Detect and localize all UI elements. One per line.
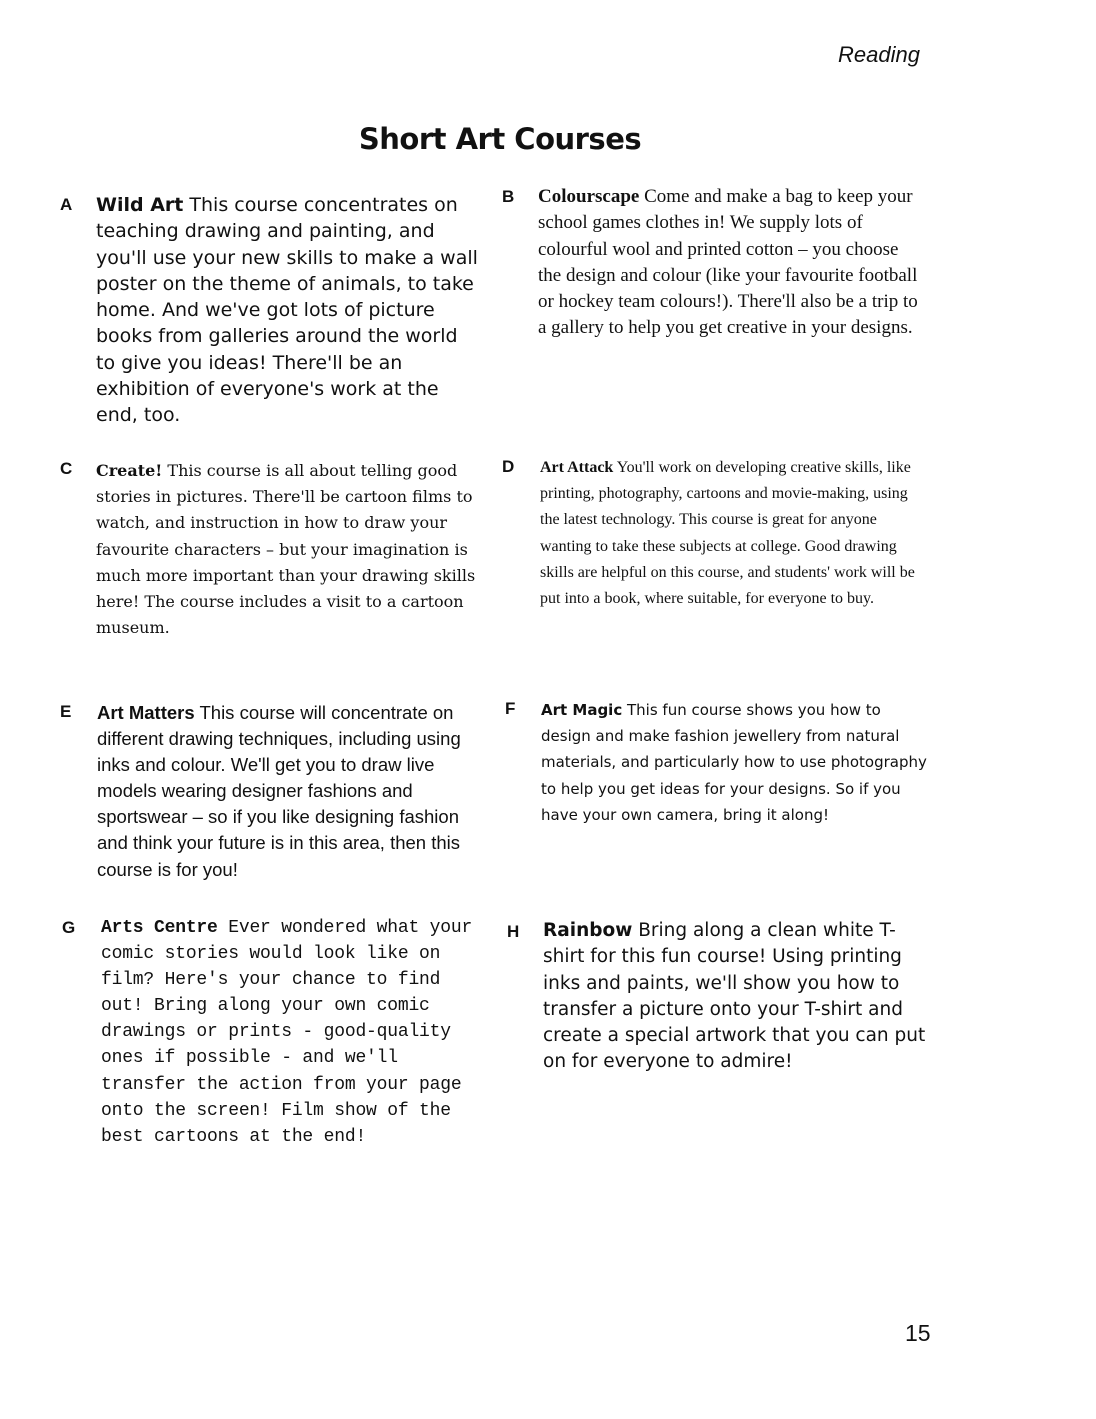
course-description: [97, 700, 482, 883]
page-title: Short Art Courses: [358, 122, 642, 156]
course-name: Arts Centre: [101, 918, 218, 938]
course-arts-centre: [62, 915, 491, 1150]
course-name: Art Attack: [540, 459, 614, 476]
course-name: Create!: [96, 461, 163, 480]
course-name: Wild Art: [96, 194, 184, 216]
course-description: [543, 918, 933, 1076]
course-description: [96, 192, 481, 429]
course-art-attack: [502, 455, 925, 612]
course-art-matters: [60, 700, 482, 883]
course-name: Rainbow: [543, 920, 633, 941]
course-letter: H: [507, 922, 520, 941]
course-text: This course will concentrate on different drawing techniques, including using inks and colour. We'll get you to draw live models wearing designer fashions and sportswear – so if you like designing fashion and think your future is in this area, then this course is for you!: [97, 702, 461, 880]
course-letter: B: [502, 187, 515, 206]
course-letter: D: [502, 457, 515, 476]
course-wild-art: [60, 192, 481, 429]
course-text: Ever wondered what your comic stories would look like on film? Here's your chance to find out! Bring along your own comic drawings or prints - good-quality ones if possible - and we'll transfer the action from your page onto the screen! Film show of the best cartoons at the end!: [101, 918, 473, 1147]
course-create: [60, 458, 481, 641]
course-letter: G: [62, 918, 76, 937]
course-letter: C: [60, 459, 73, 478]
course-description: [538, 184, 923, 342]
page-number: 15: [905, 1320, 931, 1346]
course-art-magic: [505, 697, 931, 828]
course-description: [101, 915, 491, 1150]
course-text: This course concentrates on teaching drawing and painting, and you'll use your new skills to make a wall poster on the theme of animals, to take home. And we've got lots of picture books from galleries around the world to give you ideas! There'll be an exhibition of everyone's work at the end, too.: [96, 194, 478, 427]
course-text: This course is all about telling good stories in pictures. There'll be cartoon films to watch, and instruction in how to draw your favourite characters – but your imagination is much more important than your drawing skills here! The course includes a visit to a cartoon museum.: [96, 461, 476, 638]
course-text: Come and make a bag to keep your school games clothes in! We supply lots of colourful wool and printed cotton – you choose the design and colour (like your favourite football or hockey team colours!). There'll also be a trip to a gallery to help you get creative in your designs.: [538, 186, 918, 339]
course-description: [540, 455, 925, 612]
course-description: [96, 458, 481, 641]
course-letter: E: [60, 702, 72, 721]
section-label: Reading: [838, 42, 920, 67]
course-text: You'll work on developing creative skills, like printing, photography, cartoons and movie-making, using the latest technology. This course is great for anyone wanting to take these subjects at college. Good drawing skills are helpful on this course, and students' work will be put into a book, where suitable, for everyone to buy.: [540, 459, 915, 608]
course-name: Art Magic: [541, 701, 623, 719]
course-letter: F: [505, 699, 516, 718]
course-name: Art Matters: [97, 702, 195, 723]
course-description: [541, 697, 931, 828]
course-colourscape: [502, 184, 923, 342]
course-rainbow: [507, 918, 933, 1076]
course-text: This fun course shows you how to design and make fashion jewellery from natural materials, and particularly how to use photography to help you get ideas for your designs. So if you have your own camera, bring it along!: [541, 701, 927, 824]
course-text: Bring along a clean white T-shirt for this fun course! Using printing inks and paints, we'll show you how to transfer a picture onto your T-shirt and create a special artwork that you can put on for everyone to admire!: [543, 920, 926, 1073]
course-letter: A: [60, 195, 73, 214]
course-name: Colourscape: [538, 186, 640, 207]
